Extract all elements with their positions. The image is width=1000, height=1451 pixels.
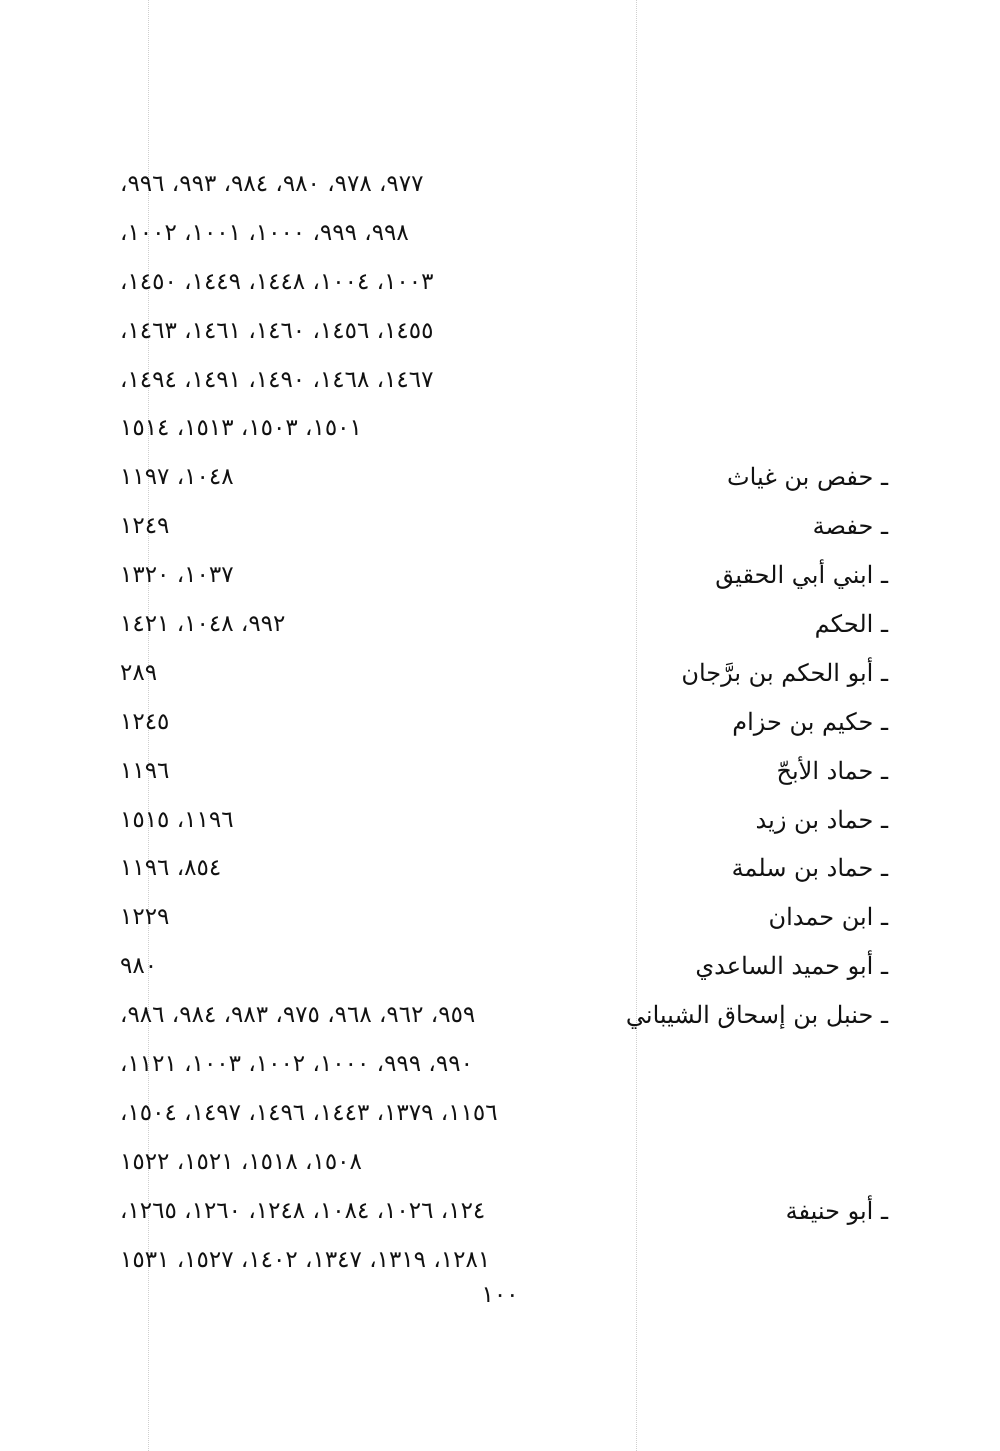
index-entry-row [0, 1092, 1000, 1141]
entry-page-refs: ١٤٥٥، ١٤٥٦، ١٤٦٠، ١٤٦١، ١٤٦٣، [120, 317, 434, 344]
index-entry-row [0, 1043, 1000, 1092]
index-entry-row [0, 847, 1000, 896]
entry-name: ـ حنبل بن إسحاق الشيباني [625, 1001, 888, 1030]
entry-name: ـ حفصة [812, 512, 888, 541]
entry-page-refs: ١٥٠١، ١٥٠٣، ١٥١٣، ١٥١٤ [120, 415, 362, 442]
index-entry-row [0, 945, 1000, 994]
entry-page-refs: ٩٥٩، ٩٦٢، ٩٦٨، ٩٧٥، ٩٨٣، ٩٨٤، ٩٨٦، [120, 1002, 476, 1029]
entry-name: ـ حماد بن سلمة [731, 854, 888, 883]
entry-page-refs: ٩٩٢، ١٠٤٨، ١٤٢١ [120, 611, 286, 638]
index-entry-row [0, 994, 1000, 1043]
entry-page-refs: ١٢٤٥ [120, 708, 170, 735]
index-entry-row [0, 456, 1000, 505]
index-entry-row [0, 310, 1000, 359]
entry-page-refs: ٩٩٠، ٩٩٩، ١٠٠٠، ١٠٠٢، ١٠٠٣، ١١٢١، [120, 1051, 473, 1078]
entry-page-refs: ١١٥٦، ١٣٧٩، ١٤٤٣، ١٤٩٦، ١٤٩٧، ١٥٠٤، [120, 1099, 498, 1126]
entry-name: ـ حماد بن زيد [755, 805, 888, 834]
entry-page-refs: ١١٩٦، ١٥١٥ [120, 806, 234, 833]
entry-name: ـ حكيم بن حزام [732, 707, 888, 736]
entry-name: ـ ابني أبي الحقيق [715, 561, 888, 590]
entry-page-refs: ١٠٤٨، ١١٩٧ [120, 464, 234, 491]
index-entries [0, 163, 1000, 1287]
entry-page-refs: ١٠٣٧، ١٣٢٠ [120, 562, 234, 589]
entry-page-refs: ١٠٠٣، ١٠٠٤، ١٤٤٨، ١٤٤٩، ١٤٥٠، [120, 268, 434, 295]
entry-page-refs: ١٢٤٩ [120, 513, 170, 540]
index-entry-row [0, 554, 1000, 603]
index-entry-row [0, 163, 1000, 212]
page-number: ١٠٠ [481, 1282, 519, 1308]
index-entry-row [0, 505, 1000, 554]
entry-page-refs: ٩٨٠ [120, 953, 158, 980]
index-entry-row [0, 407, 1000, 456]
entry-page-refs: ٩٩٨، ٩٩٩، ١٠٠٠، ١٠٠١، ١٠٠٢، [120, 219, 409, 246]
index-entry-row [0, 799, 1000, 848]
index-entry-row [0, 1190, 1000, 1239]
entry-name: ـ حفص بن غياث [727, 463, 888, 492]
index-entry-row [0, 359, 1000, 408]
index-entry-row [0, 750, 1000, 799]
index-entry-row [0, 261, 1000, 310]
entry-page-refs: ١٥٠٨، ١٥١٨، ١٥٢١، ١٥٢٢ [120, 1148, 362, 1175]
index-entry-row [0, 701, 1000, 750]
entry-name: ـ حماد الأبحّ [776, 756, 888, 785]
entry-page-refs: ٢٨٩ [120, 659, 158, 686]
index-entry-row [0, 896, 1000, 945]
entry-page-refs: ٨٥٤، ١١٩٦ [120, 855, 222, 882]
index-entry-row [0, 603, 1000, 652]
entry-page-refs: ١٢٨١، ١٣١٩، ١٣٤٧، ١٤٠٢، ١٥٢٧، ١٥٣١ [120, 1246, 491, 1273]
entry-name: ـ أبو حنيفة [785, 1196, 888, 1225]
entry-name: ـ الحكم [814, 610, 888, 639]
entry-name: ـ ابن حمدان [768, 903, 888, 932]
entry-name: ـ أبو حميد الساعدي [695, 952, 888, 981]
index-entry-row [0, 1141, 1000, 1190]
index-entry-row [0, 652, 1000, 701]
index-entry-row [0, 212, 1000, 261]
entry-page-refs: ١٢٤، ١٠٢٦، ١٠٨٤، ١٢٤٨، ١٢٦٠، ١٢٦٥، [120, 1197, 486, 1224]
entry-page-refs: ١١٩٦ [120, 757, 170, 784]
entry-page-refs: ١٤٦٧، ١٤٦٨، ١٤٩٠، ١٤٩١، ١٤٩٤، [120, 366, 434, 393]
entry-name: ـ أبو الحكم بن برَّجان [681, 658, 888, 687]
entry-page-refs: ٩٧٧، ٩٧٨، ٩٨٠، ٩٨٤، ٩٩٣، ٩٩٦، [120, 171, 424, 197]
entry-page-refs: ١٢٢٩ [120, 904, 170, 931]
